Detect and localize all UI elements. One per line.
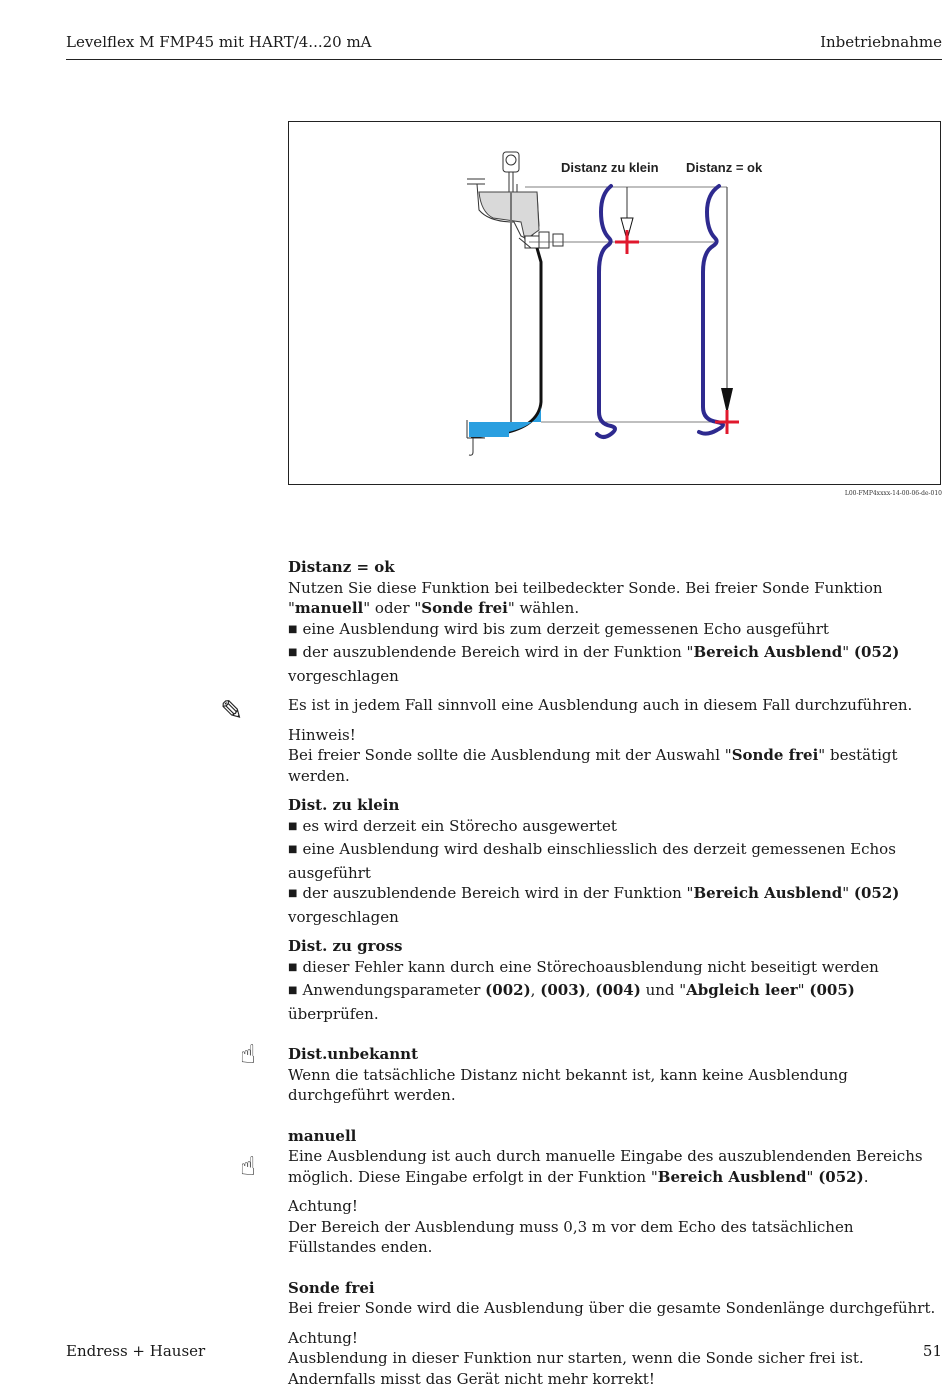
list-item: ■ Anwendungsparameter (002), (003), (004) und "Abgleich leer" (005) überprüfen. (288, 980, 938, 1024)
heading-dist-klein: Dist. zu klein (288, 796, 400, 814)
list-item: ■ dieser Fehler kann durch eine Störechoausblendung nicht beseitigt werden (288, 957, 938, 981)
caution-title: Achtung! (288, 1197, 358, 1215)
heading-unbekannt: Dist.unbekannt (288, 1045, 418, 1063)
list-item: ■ der auszublendende Bereich wird in der Funktion "Bereich Ausblend" (052) vorgeschlagen (288, 883, 938, 927)
figure-id: L00-FMP4xxxx-14-00-06-de-010 (844, 490, 942, 497)
echo-curve-small (597, 186, 615, 437)
caution-text: Der Bereich der Ausblendung muss 0,3 m vor dem Echo des tatsächlichen Füllstandes enden. (288, 1217, 854, 1256)
note-text: Bei freier Sonde sollte die Ausblendung mit der Auswahl "Sonde frei" bestätigt werden. (288, 746, 898, 785)
main-text (288, 557, 938, 1389)
note-title: Hinweis! (288, 725, 356, 744)
heading-sonde-frei: Sonde frei (288, 1278, 375, 1297)
header-rule (66, 59, 942, 60)
paragraph: Nutzen Sie diese Funktion bei teilbedeckter Sonde. Bei freier Sonde Funktion "manuell" oder "Sonde frei" wählen. (288, 578, 883, 617)
header-title: Levelflex M FMP45 mit HART/4...20 mA (66, 33, 372, 51)
paragraph: Bei freier Sonde wird die Ausblendung über die gesamte Sondenlänge durchgeführt. (288, 1299, 936, 1317)
silo-body (479, 192, 539, 240)
paragraph: Wenn die tatsächliche Distanz nicht bekannt ist, kann keine Ausblendung durchgeführt werden. (288, 1065, 848, 1104)
pointing-hand-icon: ☝ (240, 1040, 256, 1070)
tank-wall (471, 248, 541, 437)
list-item: ■ der auszublendende Bereich wird in der Funktion "Bereich Ausblend" (052) vorgeschlagen (288, 642, 938, 686)
masking-diagram (288, 121, 941, 485)
caution-text: Ausblendung in dieser Funktion nur starten, wenn die Sonde sicher frei ist. Andernfalls misst das Gerät nicht mehr korrekt! (288, 1349, 864, 1388)
heading-distanz-ok: Distanz = ok (288, 558, 395, 576)
diagram-svg (289, 122, 940, 484)
paragraph: Es ist in jedem Fall sinnvoll eine Ausblendung auch in diesem Fall durchzuführen. (288, 696, 913, 714)
pointing-hand-icon: ☝ (240, 1152, 256, 1182)
list-item: ■ eine Ausblendung wird bis zum derzeit gemessenen Echo ausgeführt (288, 619, 938, 643)
heading-dist-gross: Dist. zu gross (288, 937, 403, 955)
arrow-distance-ok (721, 187, 733, 414)
footer-brand: Endress + Hauser (66, 1342, 206, 1360)
list-item: ■ es wird derzeit ein Störecho ausgewertet (288, 816, 938, 840)
label-distance-small: Distanz zu klein (561, 160, 659, 175)
header-section: Inbetriebnahme (820, 33, 942, 51)
caution-title: Achtung! (288, 1328, 358, 1347)
paragraph: Eine Ausblendung ist auch durch manuelle Eingabe des auszublendenden Bereichs möglich. Diese Eingabe erfolgt in der Funktion "Bereich Ausblend" (052). (288, 1147, 923, 1186)
page-number: 51 (922, 1342, 942, 1360)
heading-manuell: manuell (288, 1126, 357, 1145)
list-item: ■ eine Ausblendung wird deshalb einschliesslich des derzeit gemessenen Echos ausgeführt (288, 839, 938, 883)
echo-curve-ok (699, 186, 723, 434)
marker-small (615, 230, 639, 254)
liquid-pool (469, 422, 509, 437)
label-distance-ok: Distanz = ok (686, 160, 763, 175)
pencil-icon: ✎ (220, 694, 244, 727)
